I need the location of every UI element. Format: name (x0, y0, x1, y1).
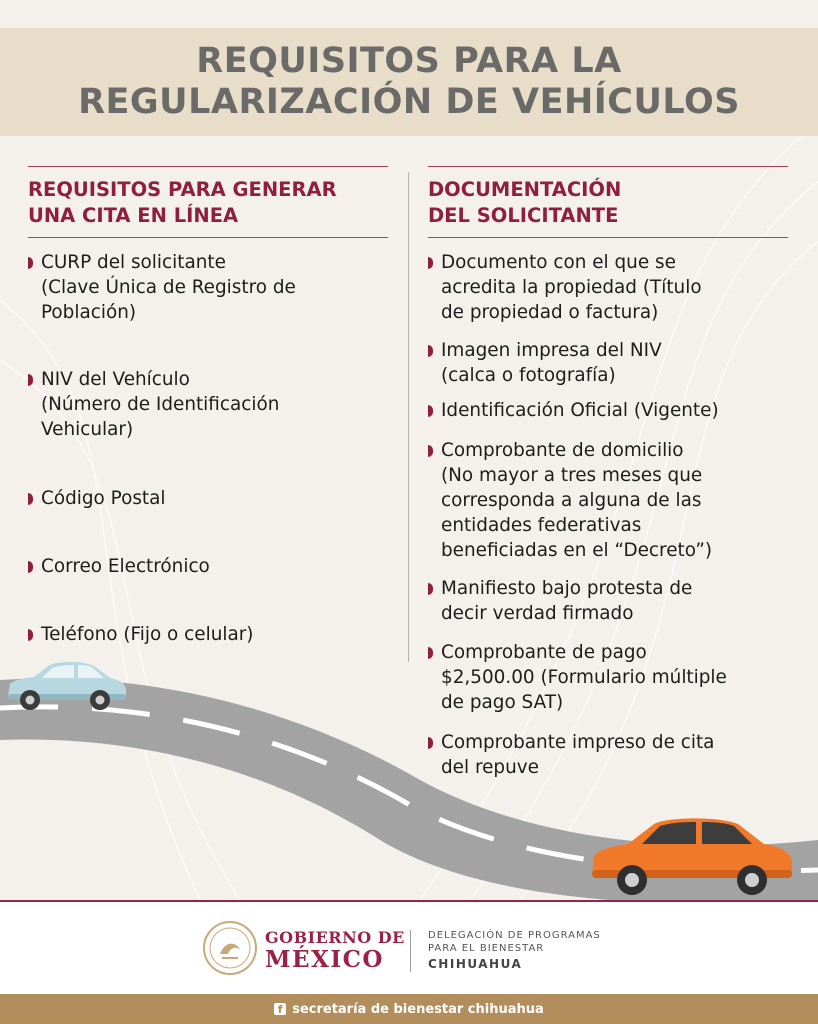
list-item (428, 398, 788, 423)
left-column (28, 166, 388, 645)
item-text: de pago SAT) (441, 692, 564, 713)
car-left-icon (4, 656, 128, 714)
social-bar (0, 994, 818, 1024)
coat-of-arms-icon (202, 920, 258, 976)
right-column (428, 166, 788, 778)
list-item (28, 367, 388, 442)
item-text: Comprobante de domicilio (441, 440, 684, 461)
item-text: Teléfono (Fijo o celular) (41, 624, 254, 645)
footer-divider (410, 930, 411, 972)
item-text: corresponda a alguna de las (441, 490, 702, 511)
item-text: Manifiesto bajo protesta de (441, 578, 693, 599)
left-heading-line-1: REQUISITOS PARA GENERAR (28, 178, 337, 201)
item-text: Vehicular) (41, 419, 134, 440)
item-text: entidades federativas (441, 515, 642, 536)
item-text: (calca o fotografía) (441, 365, 616, 386)
item-text: decir verdad firmado (441, 603, 634, 624)
delegation-line-2: PARA EL BIENESTAR (428, 943, 545, 954)
page-title-line-2: REGULARIZACIÓN DE VEHÍCULOS (78, 82, 740, 122)
list-item (28, 250, 388, 325)
item-text: (Clave Única de Registro de (41, 277, 296, 298)
column-divider (408, 172, 409, 662)
list-item (428, 576, 788, 626)
page-title-line-1: REQUISITOS PARA LA (196, 41, 622, 81)
item-text: Población) (41, 302, 137, 323)
item-text: Comprobante impreso de cita (441, 732, 715, 753)
list-item (428, 250, 788, 325)
item-text: de propiedad o factura) (441, 302, 659, 323)
item-text: acredita la propiedad (Título (441, 277, 702, 298)
item-text: NIV del Vehículo (41, 369, 190, 390)
right-heading-line-2: DEL SOLICITANTE (428, 204, 619, 227)
item-text: beneficiadas en el “Decreto”) (441, 540, 713, 561)
item-text: $2,500.00 (Formulario múltiple (441, 667, 727, 688)
item-text: Comprobante de pago (441, 642, 647, 663)
item-text: CURP del solicitante (41, 252, 226, 273)
left-column-heading (28, 166, 388, 238)
gov-logo-line-1: GOBIERNO DE (265, 928, 405, 947)
delegation-line-3: CHIHUAHUA (428, 957, 523, 971)
social-handle[interactable]: secretaría de bienestar chihuahua (292, 1001, 544, 1017)
car-right-icon (588, 812, 794, 900)
item-text: del repuve (441, 757, 539, 778)
list-item (428, 338, 788, 388)
right-heading-line-1: DOCUMENTACIÓN (428, 178, 622, 201)
list-item (428, 438, 788, 563)
right-column-heading (428, 166, 788, 238)
list-item (28, 554, 388, 579)
facebook-icon: f (274, 1003, 286, 1015)
item-text: Código Postal (41, 488, 166, 509)
item-text: (No mayor a tres meses que (441, 465, 703, 486)
delegation-line-1: DELEGACIÓN DE PROGRAMAS (428, 930, 601, 941)
item-text: Documento con el que se (441, 252, 676, 273)
item-text: Imagen impresa del NIV (441, 340, 662, 361)
item-text: (Número de Identificación (41, 394, 280, 415)
left-heading-line-2: UNA CITA EN LÍNEA (28, 204, 239, 227)
item-text: Correo Electrónico (41, 556, 210, 577)
title-band (0, 28, 818, 136)
list-item (28, 486, 388, 511)
item-text: Identificación Oficial (Vigente) (441, 400, 719, 421)
footer (0, 900, 818, 996)
gov-logo-line-2: MÉXICO (265, 946, 384, 973)
